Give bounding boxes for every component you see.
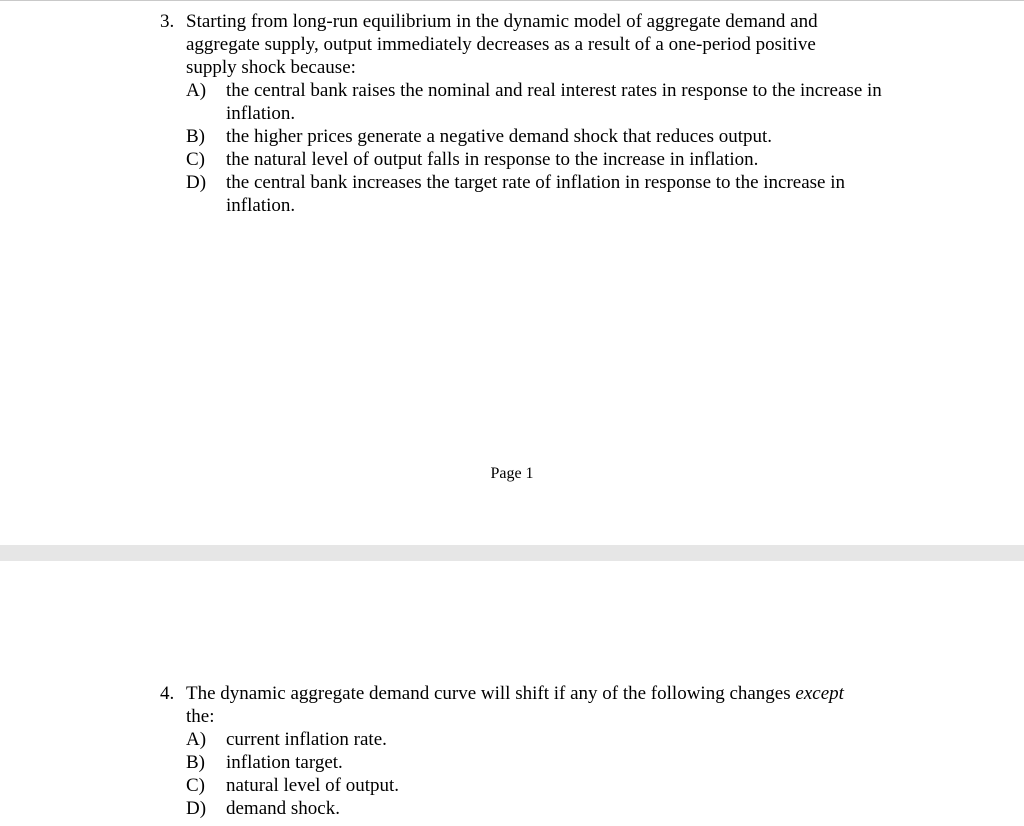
question-number: 4.	[160, 683, 175, 704]
question-number: 3.	[160, 11, 175, 32]
option-text: the higher prices generate a negative demand shock that reduces output.	[226, 126, 773, 147]
option-label: C)	[186, 149, 205, 170]
option-label: B)	[186, 126, 205, 147]
option-label: D)	[186, 798, 207, 819]
question-text: The dynamic aggregate demand curve will shift if any of the following changes	[186, 683, 796, 704]
page-number: Page 1	[490, 465, 534, 482]
question-4	[160, 682, 900, 820]
page-separator	[0, 545, 1024, 561]
option-label: B)	[186, 752, 205, 773]
option-d	[160, 797, 900, 820]
option-label: A)	[186, 80, 207, 101]
option-label: A)	[186, 729, 207, 750]
question-3	[160, 10, 882, 217]
document-page-2	[0, 561, 1024, 826]
option-text: inflation target.	[226, 752, 343, 773]
question-3-stem	[160, 10, 850, 79]
question-4-stem	[160, 682, 900, 728]
option-label: D)	[186, 172, 207, 193]
option-text: the central bank raises the nominal and real interest rates in response to the increase in inflation.	[226, 80, 882, 124]
option-text: demand shock.	[226, 798, 340, 819]
option-text: the central bank increases the target rate of inflation in response to the increase in inflation.	[226, 172, 846, 216]
option-c	[160, 774, 900, 797]
option-c	[160, 148, 850, 171]
option-a	[160, 79, 916, 125]
option-label: C)	[186, 775, 205, 796]
option-text: the natural level of output falls in response to the increase in inflation.	[226, 149, 759, 170]
option-d	[160, 171, 850, 217]
question-text: Starting from long-run equilibrium in the dynamic model of aggregate demand and aggregate supply, output immediately decreases as a result of a one-period positive supply shock because:	[186, 11, 818, 78]
option-b	[160, 125, 850, 148]
option-a	[160, 728, 900, 751]
option-text: current inflation rate.	[226, 729, 387, 750]
option-text: natural level of output.	[226, 775, 400, 796]
option-b	[160, 751, 900, 774]
question-text-end: the:	[186, 706, 215, 727]
question-emphasis: except	[795, 683, 844, 704]
